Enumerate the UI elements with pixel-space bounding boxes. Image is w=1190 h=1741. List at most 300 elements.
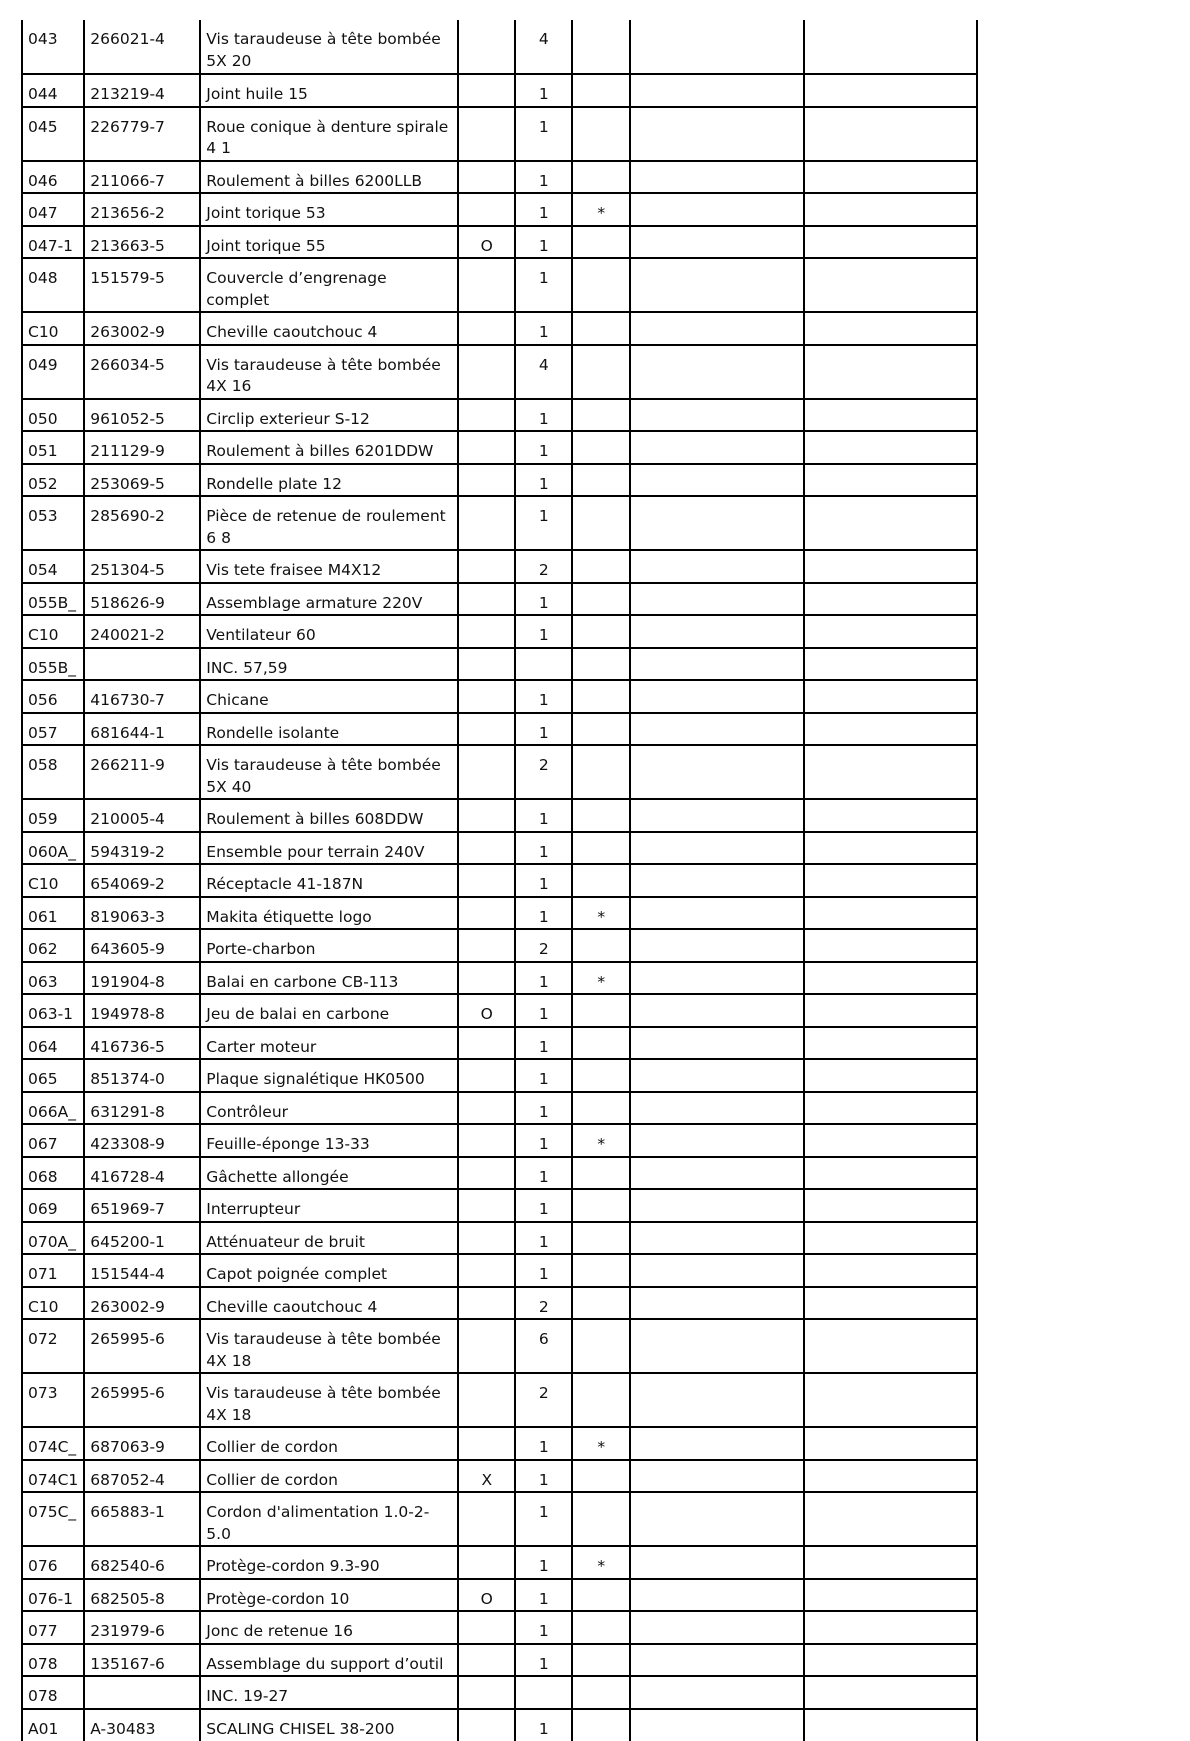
part-description: Vis taraudeuse à tête bombée 5X 20	[200, 20, 458, 74]
part-reference: 151544-4	[84, 1254, 200, 1287]
blank-cell	[804, 648, 977, 681]
blank-cell	[630, 1092, 804, 1125]
option-flag	[458, 929, 515, 962]
part-description: Gâchette allongée	[200, 1157, 458, 1190]
note-mark	[572, 1222, 630, 1255]
part-description: Feuille-éponge 13-33	[200, 1124, 458, 1157]
part-description: Réceptacle 41-187N	[200, 864, 458, 897]
item-number: 063-1	[22, 994, 84, 1027]
quantity: 1	[515, 74, 572, 107]
part-description: Assemblage armature 220V	[200, 583, 458, 616]
note-mark: *	[572, 1427, 630, 1460]
blank-cell	[630, 1611, 804, 1644]
part-description: SCALING CHISEL 38-200	[200, 1709, 458, 1741]
note-mark	[572, 74, 630, 107]
table-row	[22, 1059, 977, 1092]
item-number: 069	[22, 1189, 84, 1222]
part-reference: 266211-9	[84, 745, 200, 799]
table-row	[22, 1124, 977, 1157]
note-mark	[572, 615, 630, 648]
blank-cell	[804, 193, 977, 226]
quantity: 1	[515, 1709, 572, 1741]
option-flag	[458, 1092, 515, 1125]
part-reference: 213219-4	[84, 74, 200, 107]
note-mark	[572, 1373, 630, 1427]
blank-cell	[804, 1579, 977, 1612]
blank-cell	[630, 399, 804, 432]
note-mark	[572, 1027, 630, 1060]
item-number: 076	[22, 1546, 84, 1579]
item-number: 044	[22, 74, 84, 107]
quantity: 1	[515, 496, 572, 550]
option-flag	[458, 1546, 515, 1579]
quantity: 1	[515, 1059, 572, 1092]
note-mark	[572, 431, 630, 464]
item-number: 056	[22, 680, 84, 713]
blank-cell	[804, 1059, 977, 1092]
note-mark	[572, 799, 630, 832]
note-mark	[572, 994, 630, 1027]
table-row	[22, 648, 977, 681]
table-row	[22, 1287, 977, 1320]
option-flag	[458, 550, 515, 583]
part-reference: 253069-5	[84, 464, 200, 497]
option-flag	[458, 464, 515, 497]
quantity: 1	[515, 1579, 572, 1612]
blank-cell	[630, 1319, 804, 1373]
item-number: 078	[22, 1644, 84, 1677]
part-reference: 416730-7	[84, 680, 200, 713]
table-row	[22, 258, 977, 312]
note-mark	[572, 550, 630, 583]
item-number: 067	[22, 1124, 84, 1157]
note-mark	[572, 832, 630, 865]
part-reference: 643605-9	[84, 929, 200, 962]
blank-cell	[804, 464, 977, 497]
blank-cell	[804, 550, 977, 583]
quantity: 2	[515, 745, 572, 799]
table-row	[22, 1092, 977, 1125]
table-row	[22, 1579, 977, 1612]
blank-cell	[804, 107, 977, 161]
option-flag	[458, 193, 515, 226]
option-flag	[458, 20, 515, 74]
table-row	[22, 161, 977, 194]
table-row	[22, 745, 977, 799]
option-flag	[458, 1059, 515, 1092]
option-flag	[458, 1027, 515, 1060]
blank-cell	[804, 226, 977, 259]
note-mark	[572, 107, 630, 161]
option-flag	[458, 1644, 515, 1677]
option-flag: O	[458, 226, 515, 259]
part-description: Roulement à billes 6201DDW	[200, 431, 458, 464]
item-number: 055B_	[22, 648, 84, 681]
blank-cell	[630, 1027, 804, 1060]
blank-cell	[804, 994, 977, 1027]
blank-cell	[630, 929, 804, 962]
table-row	[22, 929, 977, 962]
table-row	[22, 107, 977, 161]
option-flag	[458, 713, 515, 746]
part-description: Collier de cordon	[200, 1460, 458, 1493]
parts-list-body	[22, 20, 977, 1741]
note-mark	[572, 1254, 630, 1287]
note-mark	[572, 1644, 630, 1677]
blank-cell	[630, 680, 804, 713]
part-reference: 266021-4	[84, 20, 200, 74]
note-mark	[572, 1579, 630, 1612]
part-reference: 682505-8	[84, 1579, 200, 1612]
option-flag	[458, 312, 515, 345]
blank-cell	[804, 832, 977, 865]
part-description: Vis taraudeuse à tête bombée 5X 40	[200, 745, 458, 799]
part-reference: 423308-9	[84, 1124, 200, 1157]
blank-cell	[804, 431, 977, 464]
part-description: Ensemble pour terrain 240V	[200, 832, 458, 865]
table-row	[22, 713, 977, 746]
item-number: A01	[22, 1709, 84, 1741]
part-reference: 651969-7	[84, 1189, 200, 1222]
table-row	[22, 615, 977, 648]
item-number: 043	[22, 20, 84, 74]
quantity: 6	[515, 1319, 572, 1373]
note-mark	[572, 1059, 630, 1092]
part-reference: 665883-1	[84, 1492, 200, 1546]
item-number: 065	[22, 1059, 84, 1092]
item-number: 071	[22, 1254, 84, 1287]
part-description: Couvercle d’engrenage complet	[200, 258, 458, 312]
quantity	[515, 648, 572, 681]
part-description: Cordon d'alimentation 1.0-2-5.0	[200, 1492, 458, 1546]
table-row	[22, 1460, 977, 1493]
item-number: 055B_	[22, 583, 84, 616]
note-mark	[572, 680, 630, 713]
table-row	[22, 864, 977, 897]
item-number: C10	[22, 312, 84, 345]
part-description: Plaque signalétique HK0500	[200, 1059, 458, 1092]
quantity: 1	[515, 962, 572, 995]
part-reference: 285690-2	[84, 496, 200, 550]
option-flag	[458, 1427, 515, 1460]
option-flag	[458, 864, 515, 897]
table-row	[22, 1709, 977, 1741]
blank-cell	[630, 226, 804, 259]
part-reference: 251304-5	[84, 550, 200, 583]
blank-cell	[804, 1027, 977, 1060]
blank-cell	[804, 496, 977, 550]
table-row	[22, 431, 977, 464]
blank-cell	[630, 897, 804, 930]
table-row	[22, 583, 977, 616]
note-mark: *	[572, 1124, 630, 1157]
note-mark	[572, 1157, 630, 1190]
part-reference: 194978-8	[84, 994, 200, 1027]
quantity: 1	[515, 1546, 572, 1579]
table-row	[22, 1644, 977, 1677]
blank-cell	[804, 615, 977, 648]
blank-cell	[630, 1157, 804, 1190]
part-reference	[84, 648, 200, 681]
item-number: 070A_	[22, 1222, 84, 1255]
part-reference: 416736-5	[84, 1027, 200, 1060]
part-reference: 654069-2	[84, 864, 200, 897]
blank-cell	[804, 713, 977, 746]
table-row	[22, 345, 977, 399]
blank-cell	[630, 345, 804, 399]
option-flag	[458, 258, 515, 312]
quantity	[515, 1676, 572, 1709]
blank-cell	[630, 962, 804, 995]
part-description: Assemblage du support d’outil	[200, 1644, 458, 1677]
blank-cell	[804, 1222, 977, 1255]
blank-cell	[804, 399, 977, 432]
part-description: Roue conique à denture spirale 4 1	[200, 107, 458, 161]
blank-cell	[804, 1373, 977, 1427]
blank-cell	[804, 1644, 977, 1677]
blank-cell	[630, 74, 804, 107]
option-flag	[458, 583, 515, 616]
note-mark	[572, 312, 630, 345]
quantity: 1	[515, 226, 572, 259]
part-reference: 645200-1	[84, 1222, 200, 1255]
part-reference: 518626-9	[84, 583, 200, 616]
part-reference: 240021-2	[84, 615, 200, 648]
item-number: 076-1	[22, 1579, 84, 1612]
part-reference: 135167-6	[84, 1644, 200, 1677]
table-row	[22, 994, 977, 1027]
part-description: Protège-cordon 9.3-90	[200, 1546, 458, 1579]
blank-cell	[804, 1254, 977, 1287]
note-mark: *	[572, 193, 630, 226]
option-flag	[458, 107, 515, 161]
part-description: Carter moteur	[200, 1027, 458, 1060]
quantity: 1	[515, 1124, 572, 1157]
quantity: 1	[515, 431, 572, 464]
item-number: 060A_	[22, 832, 84, 865]
note-mark	[572, 745, 630, 799]
note-mark	[572, 345, 630, 399]
part-reference: 681644-1	[84, 713, 200, 746]
blank-cell	[804, 345, 977, 399]
quantity: 1	[515, 1492, 572, 1546]
option-flag	[458, 745, 515, 799]
item-number: 059	[22, 799, 84, 832]
blank-cell	[630, 1579, 804, 1612]
item-number: 064	[22, 1027, 84, 1060]
table-row	[22, 799, 977, 832]
part-description: Joint huile 15	[200, 74, 458, 107]
note-mark	[572, 648, 630, 681]
blank-cell	[630, 1222, 804, 1255]
note-mark	[572, 864, 630, 897]
option-flag	[458, 1189, 515, 1222]
quantity: 1	[515, 799, 572, 832]
note-mark	[572, 1460, 630, 1493]
note-mark: *	[572, 962, 630, 995]
blank-cell	[804, 1189, 977, 1222]
quantity: 1	[515, 107, 572, 161]
option-flag	[458, 1492, 515, 1546]
item-number: 075C_	[22, 1492, 84, 1546]
note-mark: *	[572, 897, 630, 930]
blank-cell	[804, 258, 977, 312]
part-description: Chicane	[200, 680, 458, 713]
table-row	[22, 1222, 977, 1255]
blank-cell	[804, 1427, 977, 1460]
part-reference: 851374-0	[84, 1059, 200, 1092]
table-row	[22, 1254, 977, 1287]
part-reference: 687063-9	[84, 1427, 200, 1460]
part-reference: 631291-8	[84, 1092, 200, 1125]
note-mark	[572, 464, 630, 497]
blank-cell	[630, 1189, 804, 1222]
note-mark	[572, 161, 630, 194]
blank-cell	[630, 1373, 804, 1427]
blank-cell	[804, 1709, 977, 1741]
option-flag	[458, 615, 515, 648]
blank-cell	[630, 713, 804, 746]
item-number: C10	[22, 615, 84, 648]
part-reference: 266034-5	[84, 345, 200, 399]
quantity: 2	[515, 1287, 572, 1320]
option-flag	[458, 648, 515, 681]
option-flag	[458, 1157, 515, 1190]
part-reference: 682540-6	[84, 1546, 200, 1579]
option-flag	[458, 1709, 515, 1741]
blank-cell	[804, 1157, 977, 1190]
note-mark	[572, 1189, 630, 1222]
blank-cell	[804, 20, 977, 74]
part-description: Interrupteur	[200, 1189, 458, 1222]
quantity: 2	[515, 929, 572, 962]
quantity: 4	[515, 345, 572, 399]
table-row	[22, 1427, 977, 1460]
blank-cell	[804, 897, 977, 930]
blank-cell	[630, 583, 804, 616]
blank-cell	[630, 1427, 804, 1460]
part-reference: 263002-9	[84, 312, 200, 345]
blank-cell	[804, 161, 977, 194]
item-number: 053	[22, 496, 84, 550]
blank-cell	[804, 1287, 977, 1320]
part-description: Cheville caoutchouc 4	[200, 312, 458, 345]
note-mark	[572, 496, 630, 550]
blank-cell	[630, 648, 804, 681]
item-number: 047-1	[22, 226, 84, 259]
blank-cell	[804, 583, 977, 616]
option-flag	[458, 161, 515, 194]
note-mark	[572, 1492, 630, 1546]
item-number: 051	[22, 431, 84, 464]
part-description: Rondelle isolante	[200, 713, 458, 746]
note-mark	[572, 1676, 630, 1709]
table-row	[22, 897, 977, 930]
part-reference: 687052-4	[84, 1460, 200, 1493]
blank-cell	[630, 193, 804, 226]
blank-cell	[804, 1546, 977, 1579]
part-description: Contrôleur	[200, 1092, 458, 1125]
blank-cell	[630, 1492, 804, 1546]
item-number: 061	[22, 897, 84, 930]
table-row	[22, 193, 977, 226]
table-row	[22, 962, 977, 995]
table-row	[22, 399, 977, 432]
part-description: Vis taraudeuse à tête bombée 4X 18	[200, 1319, 458, 1373]
quantity: 1	[515, 864, 572, 897]
quantity: 1	[515, 583, 572, 616]
part-description: Makita étiquette logo	[200, 897, 458, 930]
part-description: Jonc de retenue 16	[200, 1611, 458, 1644]
note-mark	[572, 258, 630, 312]
blank-cell	[804, 1676, 977, 1709]
part-description: Jeu de balai en carbone	[200, 994, 458, 1027]
blank-cell	[630, 1254, 804, 1287]
table-row	[22, 226, 977, 259]
parts-list-table	[21, 20, 978, 1741]
option-flag	[458, 74, 515, 107]
option-flag: X	[458, 1460, 515, 1493]
blank-cell	[804, 962, 977, 995]
part-reference: 594319-2	[84, 832, 200, 865]
quantity: 1	[515, 1157, 572, 1190]
quantity: 1	[515, 1644, 572, 1677]
blank-cell	[630, 1287, 804, 1320]
quantity: 1	[515, 680, 572, 713]
option-flag	[458, 399, 515, 432]
blank-cell	[630, 161, 804, 194]
blank-cell	[630, 1124, 804, 1157]
note-mark: *	[572, 1546, 630, 1579]
blank-cell	[804, 745, 977, 799]
blank-cell	[630, 994, 804, 1027]
part-description: Balai en carbone CB-113	[200, 962, 458, 995]
option-flag	[458, 897, 515, 930]
item-number: 046	[22, 161, 84, 194]
item-number: 073	[22, 1373, 84, 1427]
quantity: 1	[515, 193, 572, 226]
blank-cell	[804, 312, 977, 345]
part-reference: 265995-6	[84, 1319, 200, 1373]
note-mark	[572, 1611, 630, 1644]
item-number: 058	[22, 745, 84, 799]
blank-cell	[630, 1709, 804, 1741]
quantity: 1	[515, 1092, 572, 1125]
blank-cell	[630, 312, 804, 345]
blank-cell	[804, 799, 977, 832]
item-number: 063	[22, 962, 84, 995]
option-flag	[458, 1319, 515, 1373]
note-mark	[572, 713, 630, 746]
blank-cell	[630, 258, 804, 312]
part-description: Ventilateur 60	[200, 615, 458, 648]
quantity: 1	[515, 161, 572, 194]
note-mark	[572, 399, 630, 432]
table-row	[22, 1676, 977, 1709]
option-flag	[458, 431, 515, 464]
quantity: 1	[515, 1189, 572, 1222]
option-flag	[458, 962, 515, 995]
option-flag	[458, 1373, 515, 1427]
item-number: 074C_	[22, 1427, 84, 1460]
part-description: Cheville caoutchouc 4	[200, 1287, 458, 1320]
quantity: 1	[515, 1222, 572, 1255]
quantity: 1	[515, 399, 572, 432]
note-mark	[572, 1319, 630, 1373]
blank-cell	[630, 1460, 804, 1493]
item-number: 066A_	[22, 1092, 84, 1125]
item-number: 068	[22, 1157, 84, 1190]
